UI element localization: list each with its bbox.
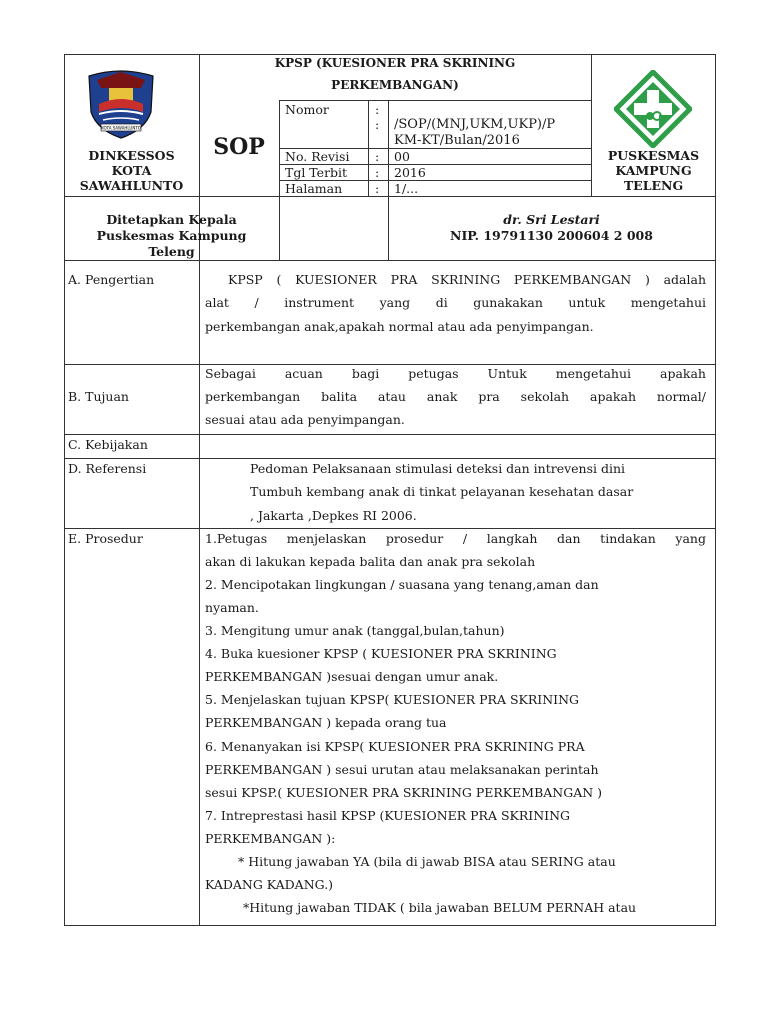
puskesmas-logo xyxy=(614,70,692,148)
section-label-prosedur: E. Prosedur xyxy=(68,531,143,546)
prosedur-line: 3. Mengitung umur anak (tanggal,bulan,tahun) xyxy=(205,623,505,638)
prosedur-line: PERKEMBANGAN ): xyxy=(205,831,336,846)
meta-value-revisi: 00 xyxy=(394,149,410,164)
divider xyxy=(279,196,280,260)
meta-label-halaman: Halaman xyxy=(285,181,343,196)
signatory-name: dr. Sri Lestari xyxy=(503,212,600,227)
prosedur-line: PERKEMBANGAN ) kepada orang tua xyxy=(205,715,447,730)
section-label-referensi: D. Referensi xyxy=(68,461,147,476)
divider xyxy=(64,528,716,529)
tujuan-line-1: Sebagai acuan bagi petugas Untuk mengetahui apakah xyxy=(205,366,706,381)
prosedur-line: *Hitung jawaban TIDAK ( bila jawaban BELUM PERNAH atau xyxy=(243,900,637,915)
prosedur-line: PERKEMBANGAN ) sesui urutan atau melaksanakan perintah xyxy=(205,762,599,777)
pengertian-line-3: perkembangan anak,apakah normal atau ada penyimpangan. xyxy=(205,319,594,334)
divider xyxy=(64,458,716,459)
prosedur-line: 1.Petugas menjelaskan prosedur / langkah dan tindakan yang xyxy=(205,531,706,546)
prosedur-line: nyaman. xyxy=(205,600,259,615)
prosedur-line: * Hitung jawaban YA (bila di jawab BISA atau SERING atau xyxy=(238,854,616,869)
tujuan-line-2: perkembangan balita atau anak pra sekolah apakah normal/ xyxy=(205,389,706,404)
meta-label-revisi: No. Revisi xyxy=(285,149,350,164)
meta-sep: : xyxy=(375,181,380,196)
referensi-line-2: Tumbuh kembang anak di tinkat pelayanan kesehatan dasar xyxy=(250,484,634,499)
meta-label-nomor: Nomor xyxy=(285,102,329,117)
divider xyxy=(64,364,716,365)
kota-sawahlunto-crest-logo xyxy=(85,68,157,140)
approval-line-3: Teleng xyxy=(148,244,195,259)
prosedur-line: 6. Menanyakan isi KPSP( KUESIONER PRA SKRINING PRA xyxy=(205,739,585,754)
sop-label: SOP xyxy=(213,134,265,160)
divider xyxy=(64,196,716,197)
meta-label-terbit: Tgl Terbit xyxy=(285,165,348,180)
pengertian-line-1: KPSP ( KUESIONER PRA SKRINING PERKEMBANGAN ) adalah xyxy=(228,272,706,287)
prosedur-line: akan di lakukan kepada balita dan anak pra sekolah xyxy=(205,554,536,569)
logo-banner-text: KOTA SAWAHLUNTO xyxy=(101,125,141,131)
meta-sep: : xyxy=(375,165,380,180)
org-name-line-2: KOTA xyxy=(111,163,152,178)
meta-value-nomor-2: KM-KT/Bulan/2016 xyxy=(394,133,520,148)
approval-line-2: Puskesmas Kampung xyxy=(96,228,247,243)
section-label-pengertian: A. Pengertian xyxy=(68,272,155,287)
org-name-line-1: DINKESSOS xyxy=(88,148,175,163)
prosedur-line: PERKEMBANGAN )sesuai dengan umur anak. xyxy=(205,669,499,684)
signatory-nip: NIP. 19791130 200604 2 008 xyxy=(450,228,653,243)
prosedur-line: 4. Buka kuesioner KPSP ( KUESIONER PRA SKRINING xyxy=(205,646,557,661)
divider xyxy=(279,100,591,101)
prosedur-line: 2. Mencipotakan lingkungan / suasana yang tenang,aman dan xyxy=(205,577,599,592)
prosedur-line: KADANG KADANG.) xyxy=(205,877,334,892)
org-name-line-3: SAWAHLUNTO xyxy=(79,178,184,193)
pengertian-line-2: alat / instrument yang di gunakakan untuk mengetahui xyxy=(205,295,706,310)
prosedur-line: 7. Intreprestasi hasil KPSP (KUESIONER PRA SKRINING xyxy=(205,808,571,823)
approval-line-1: Ditetapkan Kepala xyxy=(106,212,237,227)
meta-value-terbit: 2016 xyxy=(394,165,426,180)
puskesmas-name-line-2: KAMPUNG xyxy=(615,163,692,178)
puskesmas-name-line-1: PUSKESMAS xyxy=(607,148,700,163)
puskesmas-name-line-3: TELENG xyxy=(623,178,684,193)
prosedur-line: sesui KPSP.( KUESIONER PRA SKRINING PERKEMBANGAN ) xyxy=(205,785,603,800)
meta-sep: : xyxy=(375,117,380,132)
section-label-tujuan: B. Tujuan xyxy=(68,389,129,404)
tujuan-line-3: sesuai atau ada penyimpangan. xyxy=(205,412,405,427)
meta-value-nomor-1: /SOP/(MNJ,UKM,UKP)/P xyxy=(394,117,556,132)
referensi-line-3: , Jakarta ,Depkes RI 2006. xyxy=(250,508,417,523)
divider xyxy=(64,260,716,261)
meta-sep: : xyxy=(375,102,380,117)
section-label-kebijakan: C. Kebijakan xyxy=(68,437,148,452)
divider xyxy=(64,434,716,435)
document-title-line-1: KPSP (KUESIONER PRA SKRINING xyxy=(274,56,516,70)
document-title-line-2: PERKEMBANGAN) xyxy=(331,78,459,92)
referensi-line-1: Pedoman Pelaksanaan stimulasi deteksi dan intrevensi dini xyxy=(250,461,626,476)
meta-value-halaman: 1/... xyxy=(394,181,419,196)
meta-sep: : xyxy=(375,149,380,164)
prosedur-line: 5. Menjelaskan tujuan KPSP( KUESIONER PRA SKRINING xyxy=(205,692,580,707)
divider xyxy=(199,260,200,926)
